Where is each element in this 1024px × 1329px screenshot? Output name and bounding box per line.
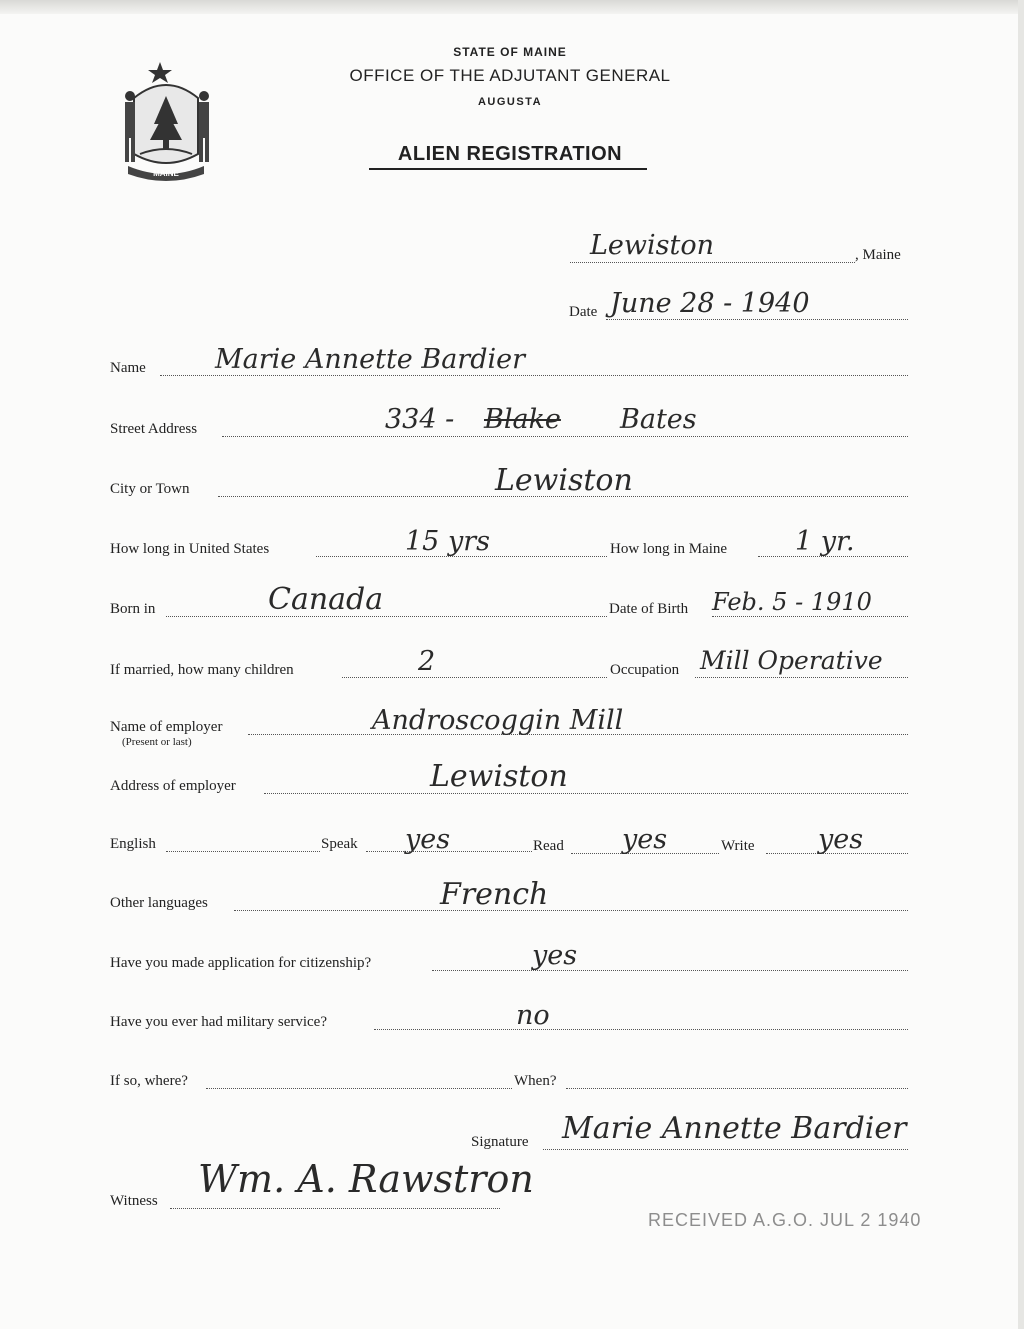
street-value: Bates — [620, 404, 697, 435]
dob-value: Feb. 5 - 1910 — [712, 588, 872, 616]
street-struck-value: Blake — [484, 404, 561, 435]
name-value: Marie Annette Bardier — [215, 344, 526, 375]
street-label: Street Address — [110, 421, 198, 437]
occupation-line — [695, 677, 908, 678]
witness-label: Witness — [110, 1193, 158, 1209]
street-number-value: 334 - — [385, 404, 455, 435]
employer-address-label: Address of employer — [110, 778, 236, 794]
born-value: Canada — [268, 582, 384, 617]
citizenship-line — [432, 970, 908, 971]
header-state: STATE OF MAINE — [453, 45, 567, 59]
city-value: Lewiston — [495, 463, 633, 498]
maine-duration-label: How long in Maine — [610, 541, 728, 557]
signature-value: Marie Annette Bardier — [562, 1111, 907, 1146]
dob-label: Date of Birth — [609, 601, 689, 617]
place-value: Lewiston — [590, 230, 715, 261]
street-line — [222, 436, 908, 437]
military-value: no — [516, 1000, 550, 1031]
occupation-value: Mill Operative — [700, 646, 883, 675]
where-label: If so, where? — [110, 1073, 188, 1089]
maine-label: , Maine — [855, 247, 901, 263]
children-line — [342, 677, 607, 678]
write-label: Write — [721, 838, 755, 854]
us-duration-label: How long in United States — [110, 541, 270, 557]
children-value: 2 — [418, 646, 436, 677]
born-line — [166, 616, 607, 617]
header-city: AUGUSTA — [477, 96, 543, 108]
other-languages-label: Other languages — [110, 895, 208, 911]
signature-label: Signature — [471, 1134, 529, 1150]
speak-label: Speak — [321, 836, 358, 852]
when-line — [566, 1088, 908, 1089]
received-stamp: RECEIVED A.G.O. JUL 2 1940 — [648, 1210, 922, 1230]
military-line — [374, 1029, 908, 1030]
english-label: English — [110, 836, 156, 852]
maine-state-seal-icon — [112, 58, 220, 182]
city-label: City or Town — [110, 481, 190, 497]
read-value: yes — [622, 824, 668, 855]
write-value: yes — [818, 824, 864, 855]
dob-line — [712, 616, 908, 617]
where-line — [206, 1088, 512, 1089]
name-label: Name — [110, 360, 146, 376]
english-line — [166, 851, 320, 852]
employer-sublabel: (Present or last) — [122, 736, 192, 748]
born-label: Born in — [110, 601, 156, 617]
employer-address-value: Lewiston — [430, 759, 568, 794]
occupation-label: Occupation — [610, 662, 680, 678]
us-duration-value: 15 yrs — [405, 526, 490, 557]
top-edge — [0, 0, 1024, 14]
date-value: June 28 - 1940 — [610, 288, 810, 319]
citizenship-label: Have you made application for citizenship? — [110, 955, 372, 971]
maine-duration-value: 1 yr. — [795, 526, 855, 557]
children-label: If married, how many children — [110, 662, 294, 678]
witness-line — [170, 1208, 500, 1209]
when-label: When? — [514, 1073, 557, 1089]
employer-label: Name of employer — [110, 719, 223, 735]
employer-value: Androscoggin Mill — [372, 705, 624, 736]
read-label: Read — [533, 838, 564, 854]
other-languages-line — [234, 910, 908, 911]
form-title: ALIEN REGISTRATION — [397, 143, 623, 165]
right-edge — [1018, 0, 1024, 1329]
other-languages-value: French — [440, 877, 549, 912]
place-line — [570, 262, 855, 263]
military-label: Have you ever had military service? — [110, 1014, 327, 1030]
speak-value: yes — [405, 824, 451, 855]
employer-address-line — [264, 793, 908, 794]
witness-value: Wm. A. Rawstron — [198, 1157, 534, 1201]
title-underline — [369, 168, 647, 170]
seal-banner-text: MAINE — [153, 169, 179, 178]
signature-line — [543, 1149, 908, 1150]
date-line — [606, 319, 908, 320]
name-line — [160, 375, 908, 376]
header-office: OFFICE OF THE ADJUTANT GENERAL — [349, 66, 671, 85]
citizenship-value: yes — [532, 940, 578, 971]
date-label: Date — [569, 304, 598, 320]
